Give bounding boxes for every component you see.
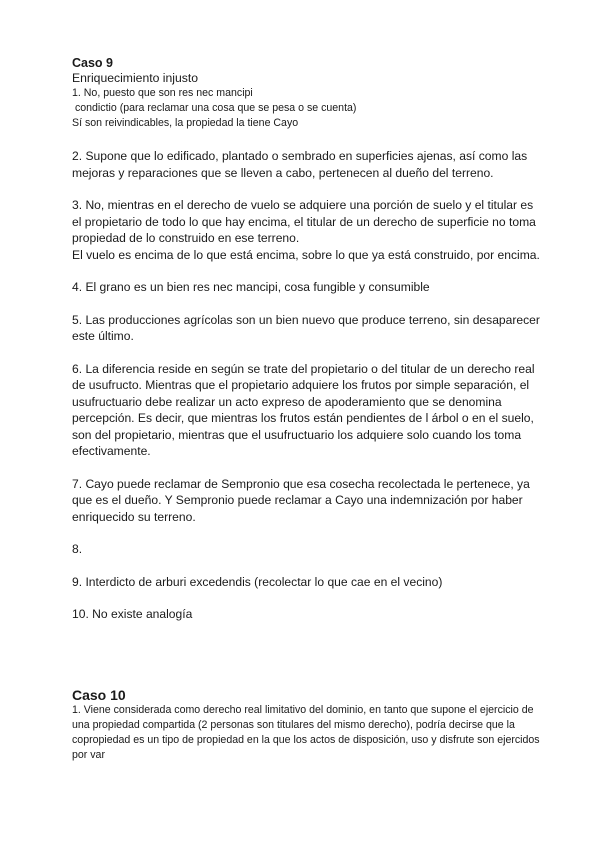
caso9-answer-3: 3. No, mientras en el derecho de vuelo se adquiere una porción de suelo y el titular es el propietario de todo lo que hay encima, el titular de un derecho de superficie no toma propiedad de lo construido en ese terreno. [72,198,536,245]
caso9-intro-line-3: Sí son reivindicables, la propiedad la tiene Cayo [72,117,299,129]
caso9-answer-8: 8. [72,542,83,556]
caso9-answer-3-note: El vuelo es encima de lo que está encima, sobre lo que ya está construido, por encima. [72,247,540,262]
caso9-answer-6: 6. La diferencia reside en según se trate del propietario o del titular de un derecho real de usufructo. Mientras que el propietario adquiere los frutos por simple separación, el usufructuario debe realizar un acto expreso de apoderamiento que se denomina percepción. Es decir, que mientras los frutos están pendientes de l árbol o en el suelo, son del propietario, mientras que el usufructuario los adquiere solo cuando los toma efectivamente. [72,361,535,458]
caso9-intro-line-2: condictio (para reclamar una cosa que se pesa o se cuenta) [72,102,357,114]
caso9-answer-5: 5. Las producciones agrícolas son un bien nuevo que produce terreno, sin desaparecer este último. [72,312,540,343]
caso9-subtitle: Enriquecimiento injusto [72,71,199,85]
caso10-text: 1. Viene considerada como derecho real limitativo del dominio, en tanto que supone el ejercicio de una propiedad compartida (2 personas son titulares del mismo derecho), podría decirse que la copropiedad es un tipo de propiedad en la que los actos de disposición, uso y disfrute son ejercidos por var [72,704,540,761]
caso9-intro-line-1: 1. No, puesto que son res nec mancipi [72,87,253,99]
caso9-answer-4: 4. El grano es un bien res nec mancipi, cosa fungible y consumible [72,280,430,294]
caso9-answer-10: 10. No existe analogía [72,607,193,621]
document-page [72,56,542,623]
caso10-title: Caso 10 [72,687,126,703]
caso9-answer-9: 9. Interdicto de arburi excedendis (recolectar lo que cae en el vecino) [72,574,443,589]
caso10-section [72,687,542,763]
caso9-answer-2: 2. Supone que lo edificado, plantado o sembrado en superficies ajenas, así como las mejoras y reparaciones que se lleven a cabo, pertenecen al dueño del terreno. [72,149,528,180]
caso9-answer-7: 7. Cayo puede reclamar de Sempronio que esa cosecha recolectada le pertenece, ya que es el dueño. Y Sempronio puede reclamar a Cayo una indemnización por haber enriquecido su terreno. [72,476,530,524]
caso9-title: Caso 9 [72,56,113,70]
